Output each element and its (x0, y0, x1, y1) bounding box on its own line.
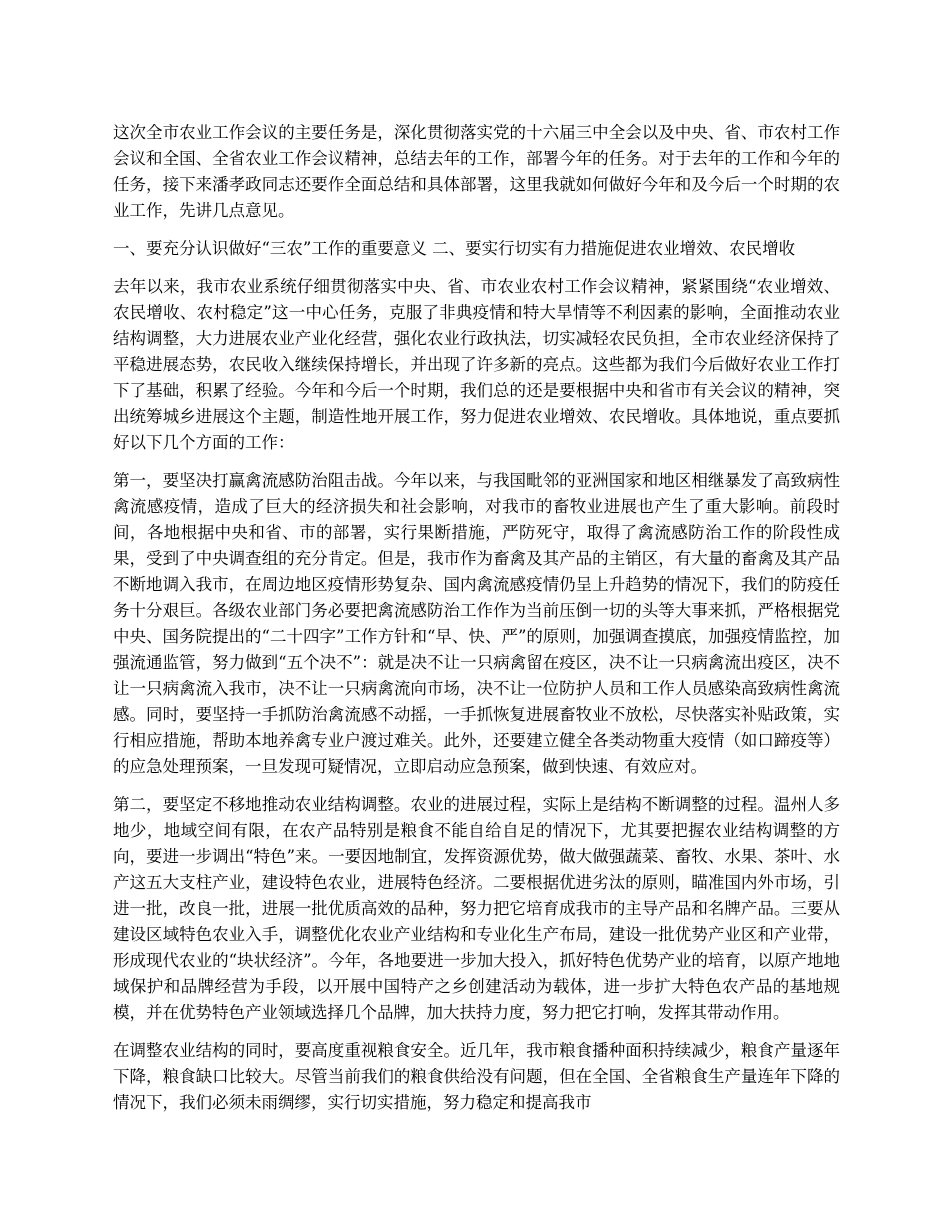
paragraph-structure-adjustment: 第二，要坚定不移地推动农业结构调整。农业的进展过程，实际上是结构不断调整的过程。温州人多地少，地域空间有限，在农产品特别是粮食不能自给自足的情况下，尤其要把握农业结构调整的方向，要进一步调出“特色”来。一要因地制宜，发挥资源优势，做大做强蔬菜、畜牧、水果、茶叶、水产这五大支柱产业，建设特色农业，进展特色经济。二要根据优进劣汰的原则，瞄准国内外市场，引进一批，改良一批，进展一批优质高效的品种，努力把它培育成我市的主导产品和名牌产品。三要从建设区域特色农业入手，调整优化农业产业结构和专业化生产布局，建设一批优势产业区和产业带，形成现代农业的“块状经济”。今年，各地要进一步加大投入，抓好特色优势产业的培育，以原产地地域保护和品牌经营为手段，以开展中国特产之乡创建活动为载体，进一步扩大特色农产品的基地规模，并在优势特色产业领域选择几个品牌，加大扶持力度，努力把它打响，发挥其带动作用。 (113, 795, 840, 1022)
paragraph-avian-flu: 第一，要坚决打赢禽流感防治阻击战。今年以来，与我国毗邻的亚洲国家和地区相继暴发了高致病性禽流感疫情，造成了巨大的经济损失和社会影响，对我市的畜牧业进展也产生了重大影响。前段时间，各地根据中央和省、市的部署，实行果断措施，严防死守，取得了禽流感防治工作的阶段性成果，受到了中央调查组的充分肯定。但是，我市作为畜禽及其产品的主销区，有大量的畜禽及其产品不断地调入我市，在周边地区疫情形势复杂、国内禽流感疫情仍呈上升趋势的情况下，我们的防疫任务十分艰巨。各级农业部门务必要把禽流感防治工作作为当前压倒一切的头等大事来抓，严格根据党中央、国务院提出的“二十四字”工作方针和“早、快、严”的原则，加强调查摸底，加强疫情监控，加强流通监管，努力做到“五个决不”：就是决不让一只病禽留在疫区，决不让一只病禽流出疫区，决不让一只病禽流入我市，决不让一只病禽流向市场，决不让一位防护人员和工作人员感染高致病性禽流感。同时，要坚持一手抓防治禽流感不动摇，一手抓恢复进展畜牧业不放松，尽快落实补贴政策，实行相应措施，帮助本地养禽专业户渡过难关。此外，还要建立健全各类动物重大疫情（如口蹄疫等）的应急处理预案，一旦发现可疑情况，立即启动应急预案，做到快速、有效应对。 (113, 471, 840, 776)
document-body (113, 120, 840, 1128)
paragraph-intro: 这次全市农业工作会议的主要任务是，深化贯彻落实党的十六届三中全会以及中央、省、市农村工作会议和全国、全省农业工作会议精神，总结去年的工作，部署今年的任务。对于去年的工作和今年的任务，接下来潘孝政同志还要作全面总结和具体部署，这里我就如何做好今年和及今后一个时期的农业工作，先讲几点意见。 (113, 123, 840, 220)
paragraph-grain-security: 在调整农业结构的同时，要高度重视粮食安全。近几年，我市粮食播种面积持续减少，粮食产量逐年下降，粮食缺口比较大。尽管当前我们的粮食供给没有问题，但在全国、全省粮食生产量连年下降的情况下，我们必须未雨绸缪，实行切实措施，努力稳定和提高我市 (113, 1041, 840, 1112)
paragraph-overview: 去年以来，我市农业系统仔细贯彻落实中央、省、市农业农村工作会议精神，紧紧围绕“农业增效、农民增收、农村稳定”这一中心任务，克服了非典疫情和特大旱情等不利因素的影响，全面推动农业结构调整，大力进展农业产业化经营，强化农业行政执法，切实减轻农民负担，全市农业经济保持了平稳进展态势，农民收入继续保持增长，并出现了许多新的亮点。这些都为我们今后做好农业工作打下了基础，积累了经验。今年和今后一个时期，我们总的还是要根据中央和省市有关会议的精神，突出统筹城乡进展这个主题，制造性地开展工作，努力促进农业增效、农民增收。具体地说，重点要抓好以下几个方面的工作： (113, 277, 840, 452)
paragraph-headings: 一、要充分认识做好“三农”工作的重要意义 二、要实行切实有力措施促进农业增效、农民增收 (113, 239, 796, 258)
